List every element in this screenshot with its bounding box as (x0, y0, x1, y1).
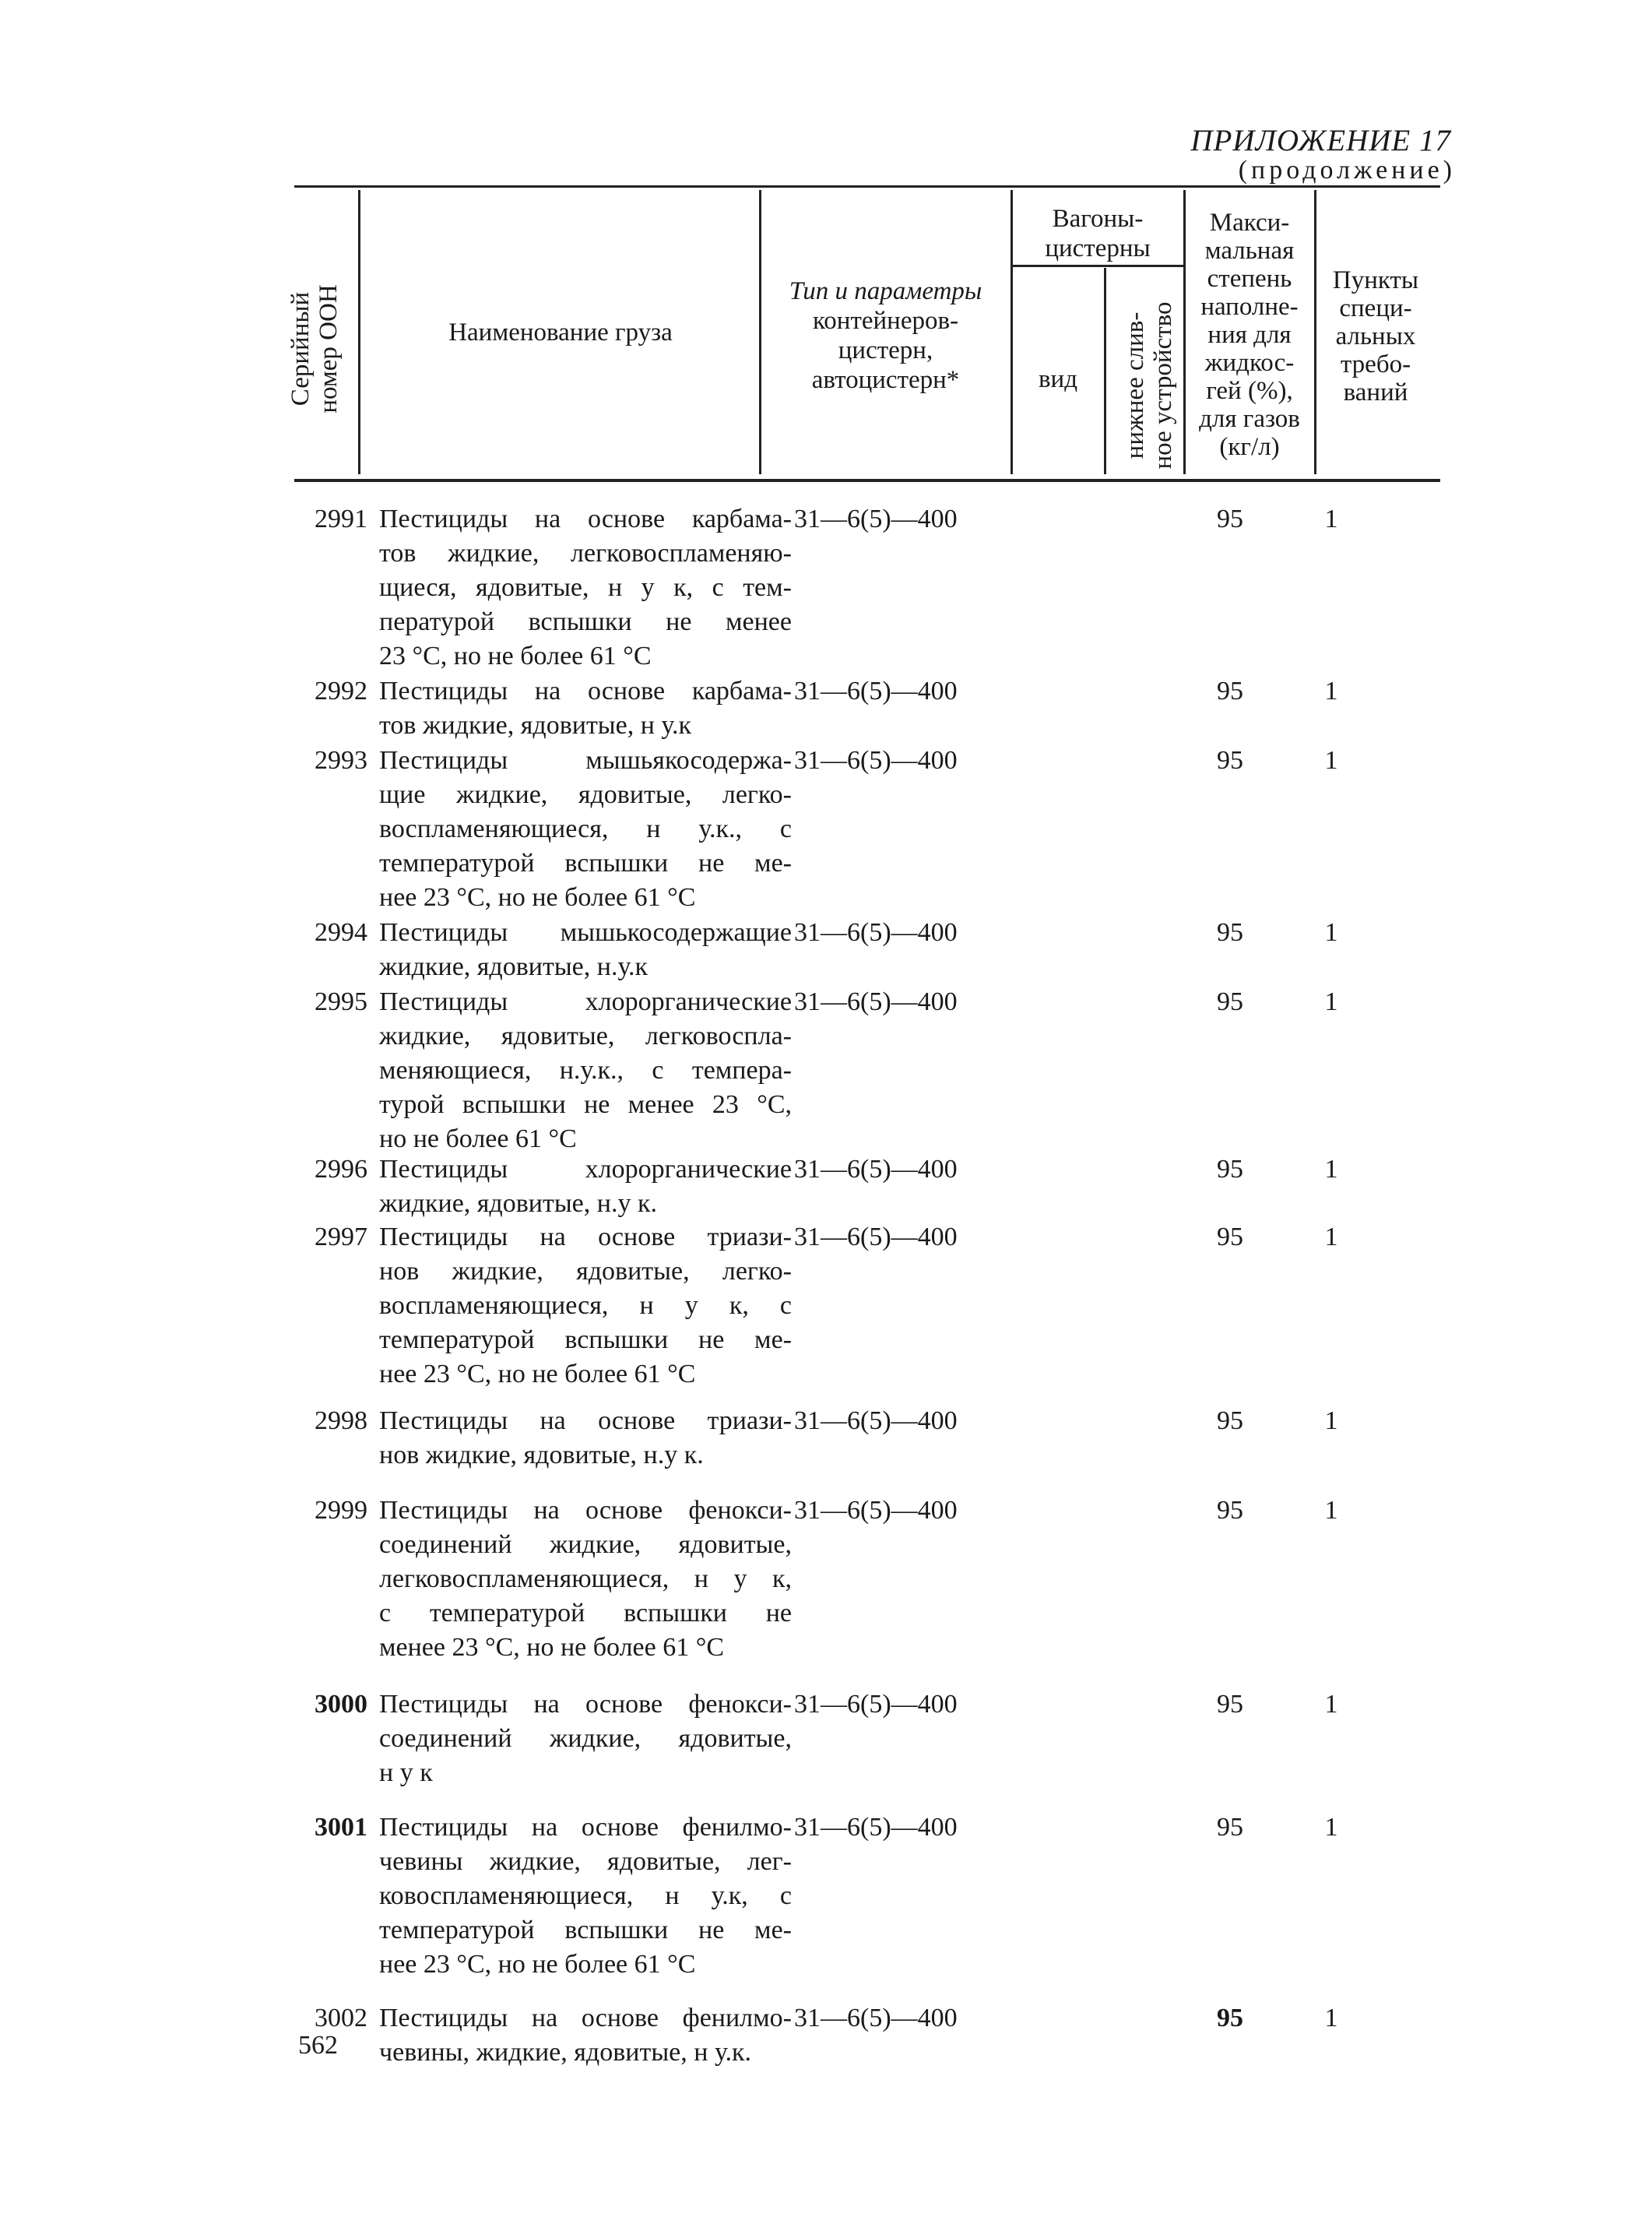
header-container-type: Тип и параметры контейнеров- цистерн, автоцистерн* (789, 277, 982, 394)
special-req-cell: 1 (1324, 1813, 1338, 1842)
col-divider-4 (1104, 268, 1106, 474)
special-req-cell: 1 (1324, 918, 1338, 947)
header-un-number: Серийный номер ООН (286, 284, 343, 413)
cargo-name-line: температурой вспышки не ме- (379, 1325, 792, 1354)
max-fill-cell: 95 (1217, 1406, 1243, 1435)
cargo-name-line: Пестициды на основе карбама- (379, 677, 792, 706)
cargo-name-line: Пестициды мышькосодержащие (379, 918, 792, 947)
container-type-cell: 31—6(5)—400 (794, 987, 958, 1016)
special-req-cell: 1 (1324, 1155, 1338, 1184)
cargo-name-line: Пестициды на основе фенокси- (379, 1690, 792, 1719)
cargo-name-line: нее 23 °С, но не более 61 °С (379, 883, 696, 912)
max-fill-cell: 95 (1217, 2004, 1243, 2032)
header-max-fill: Макси- мальная степень наполне- ния для жидкос- гей (%), для газов (кг/л) (1199, 209, 1300, 461)
cargo-name-line: н у к (379, 1758, 433, 1787)
cargo-name-line: Пестициды на основе фенилмо- (379, 2004, 792, 2032)
max-fill-cell: 95 (1217, 1496, 1243, 1525)
un-number-cell: 2998 (315, 1406, 367, 1435)
header-wagon-type: вид (1038, 365, 1078, 393)
col-divider-6 (1314, 190, 1316, 474)
cargo-name-line: ковоспламеняющиеся, н у.к, с (379, 1881, 792, 1910)
cargo-name-line: легковоспламеняющиеся, н у к, (379, 1564, 792, 1593)
header-bottom-drain: нижнее слив- ное устройство (1121, 301, 1177, 470)
cargo-name-cell (379, 1494, 792, 1665)
special-req-cell: 1 (1324, 746, 1338, 775)
un-number-cell: 2994 (315, 918, 367, 947)
cargo-name-line: воспламеняющиеся, н у к, с (379, 1291, 792, 1320)
max-fill-cell: 95 (1217, 677, 1243, 706)
cargo-name-line: тов жидкие, ядовитые, н у.к (379, 711, 692, 740)
max-fill-cell: 95 (1217, 1690, 1243, 1719)
special-req-cell: 1 (1324, 2004, 1338, 2032)
un-number-cell: 3000 (315, 1690, 367, 1719)
container-type-cell: 31—6(5)—400 (794, 1155, 958, 1184)
cargo-name-cell (379, 1810, 792, 1982)
cargo-name-cell (379, 1220, 792, 1392)
col-divider-2 (759, 190, 761, 474)
un-number-cell: 2997 (315, 1223, 367, 1251)
container-type-cell: 31—6(5)—400 (794, 1496, 958, 1525)
cargo-name-line: меняющиеся, н.у.к., с темпера- (379, 1056, 792, 1085)
special-req-cell: 1 (1324, 505, 1338, 533)
cargo-name-line: пературой вспышки не менее (379, 607, 792, 636)
cargo-name-line: температурой вспышки не ме- (379, 849, 792, 878)
cargo-name-line: нов жидкие, ядовитые, легко- (379, 1257, 792, 1286)
max-fill-cell: 95 (1217, 746, 1243, 775)
cargo-name-cell (379, 2001, 792, 2070)
cargo-name-cell (379, 1152, 792, 1221)
cargo-name-line: жидкие, ядовитые, н.у к. (379, 1189, 657, 1218)
cargo-name-line: Пестициды хлорорганические (379, 1155, 792, 1184)
un-number-cell: 2992 (315, 677, 367, 706)
container-type-cell: 31—6(5)—400 (794, 1223, 958, 1251)
appendix-title: ПРИЛОЖЕНИЕ 17 (1190, 124, 1451, 157)
container-type-cell: 31—6(5)—400 (794, 918, 958, 947)
container-type-cell: 31—6(5)—400 (794, 1813, 958, 1842)
cargo-name-line: Пестициды на основе карбама- (379, 505, 792, 533)
container-type-cell: 31—6(5)—400 (794, 677, 958, 706)
page-number: 562 (298, 2031, 338, 2060)
un-number-cell: 2991 (315, 505, 367, 533)
container-type-cell: 31—6(5)—400 (794, 1406, 958, 1435)
cargo-name-line: щиеся, ядовитые, н у к, с тем- (379, 573, 792, 602)
un-number-cell: 2993 (315, 746, 367, 775)
cargo-name-line: чевины жидкие, ядовитые, лег- (379, 1847, 792, 1876)
special-req-cell: 1 (1324, 1690, 1338, 1719)
cargo-name-line: Пестициды на основе фенокси- (379, 1496, 792, 1525)
container-type-cell: 31—6(5)—400 (794, 505, 958, 533)
container-type-cell: 31—6(5)—400 (794, 2004, 958, 2032)
table-top-rule (294, 185, 1440, 188)
cargo-name-line: нов жидкие, ядовитые, н.у к. (379, 1441, 704, 1469)
cargo-name-line: турой вспышки не менее 23 °С, (379, 1090, 792, 1119)
cargo-name-line: Пестициды на основе триази- (379, 1223, 792, 1251)
cargo-name-line: Пестициды на основе фенилмо- (379, 1813, 792, 1842)
container-type-cell: 31—6(5)—400 (794, 1690, 958, 1719)
wagon-subheader-rule (1012, 265, 1183, 267)
header-cargo-name: Наименование груза (448, 318, 673, 347)
special-req-cell: 1 (1324, 677, 1338, 706)
un-number-cell: 2995 (315, 987, 367, 1016)
un-number-cell: 3001 (315, 1813, 367, 1842)
special-req-cell: 1 (1324, 1223, 1338, 1251)
cargo-name-line: воспламеняющиеся, н у.к., с (379, 815, 792, 843)
cargo-name-cell (379, 744, 792, 915)
cargo-name-cell (379, 502, 792, 674)
cargo-name-line: Пестициды хлорорганические (379, 987, 792, 1016)
max-fill-cell: 95 (1217, 987, 1243, 1016)
cargo-name-line: жидкие, ядовитые, н.у.к (379, 952, 648, 981)
max-fill-cell: 95 (1217, 1155, 1243, 1184)
cargo-name-line: чевины, жидкие, ядовитые, н у.к. (379, 2038, 752, 2067)
cargo-name-line: менее 23 °С, но не более 61 °С (379, 1633, 725, 1662)
cargo-name-line: жидкие, ядовитые, легковоспла- (379, 1022, 792, 1050)
special-req-cell: 1 (1324, 987, 1338, 1016)
cargo-name-line: соединений жидкие, ядовитые, (379, 1530, 792, 1559)
max-fill-cell: 95 (1217, 1813, 1243, 1842)
cargo-name-line: нее 23 °С, но не более 61 °С (379, 1950, 696, 1979)
cargo-name-line: соединений жидкие, ядовитые, (379, 1724, 792, 1753)
cargo-name-cell (379, 674, 792, 743)
col-divider-1 (358, 190, 360, 474)
cargo-name-line: тов жидкие, легковоспламеняю- (379, 539, 792, 568)
cargo-name-line: 23 °С, но не более 61 °С (379, 642, 652, 670)
continued-label: (продолжение) (1238, 156, 1456, 185)
cargo-name-cell (379, 985, 792, 1156)
max-fill-cell: 95 (1217, 918, 1243, 947)
container-type-cell: 31—6(5)—400 (794, 746, 958, 775)
cargo-name-line: с температурой вспышки не (379, 1599, 792, 1628)
special-req-cell: 1 (1324, 1406, 1338, 1435)
cargo-name-line: щие жидкие, ядовитые, легко- (379, 780, 792, 809)
special-req-cell: 1 (1324, 1496, 1338, 1525)
max-fill-cell: 95 (1217, 505, 1243, 533)
cargo-name-cell (379, 1404, 792, 1473)
cargo-name-line: нее 23 °С, но не более 61 °С (379, 1360, 696, 1388)
un-number-cell: 2996 (315, 1155, 367, 1184)
cargo-name-line: но не более 61 °С (379, 1124, 577, 1153)
header-tank-wagons: Вагоны- цистерны (1045, 205, 1151, 262)
cargo-name-line: Пестициды на основе триази- (379, 1406, 792, 1435)
un-number-cell: 2999 (315, 1496, 367, 1525)
cargo-name-line: температурой вспышки не ме- (379, 1916, 792, 1944)
table-header-bottom-rule (294, 479, 1440, 482)
cargo-name-cell (379, 916, 792, 984)
cargo-name-line: Пестициды мышьякосодержа- (379, 746, 792, 775)
cargo-name-cell (379, 1687, 792, 1790)
max-fill-cell: 95 (1217, 1223, 1243, 1251)
header-special-req: Пункты специ- альных требо- ваний (1332, 266, 1419, 406)
un-number-cell: 3002 (315, 2004, 367, 2032)
